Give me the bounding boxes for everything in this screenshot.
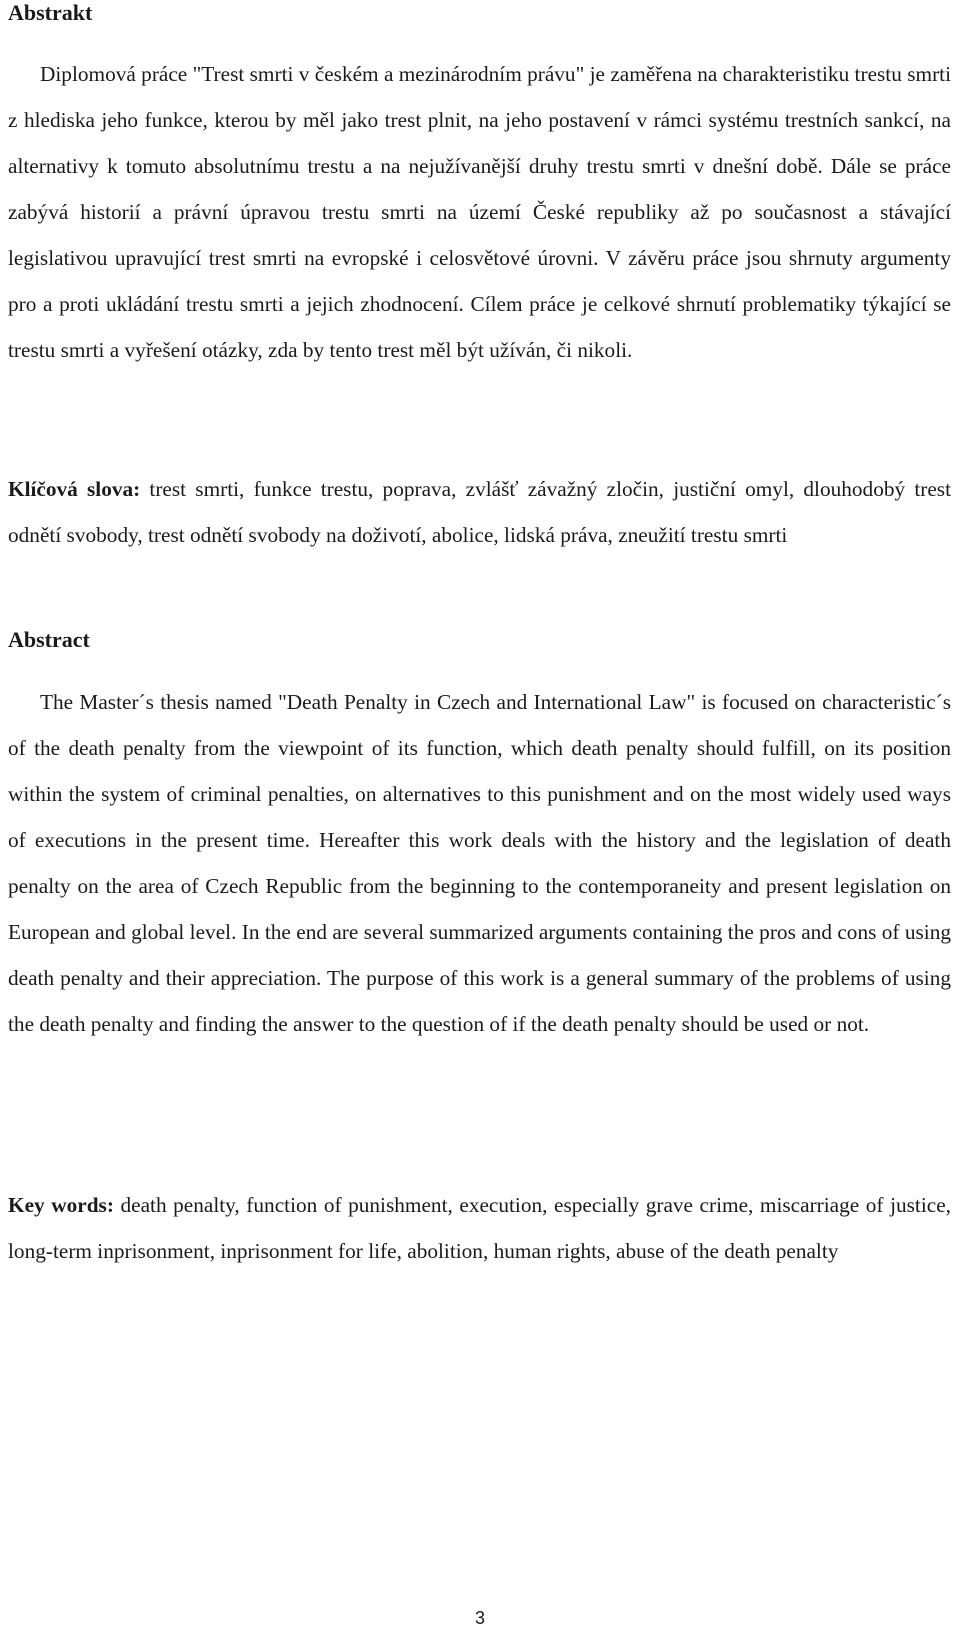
abstrakt-paragraph: Diplomová práce "Trest smrti v českém a mezinárodním právu" je zaměřena na charakteristiku trestu smrti z hlediska jeho funkce, kterou by měl jako trest plnit, na jeho postavení v rámci systému trestních sankcí, na alternativy k tomuto absolutnímu trestu a na nejužívanější druhy trestu smrti v dnešní době. Dále se práce zabývá historií a právní úpravou trestu smrti na území České republiky až po současnost a stávající legislativou upravující trest smrti na evropské i celosvětové úrovni. V závěru práce jsou shrnuty argumenty pro a proti ukládání trestu smrti a jejich zhodnocení. Cílem práce je celkové shrnutí problematiky týkající se trestu smrti a vyřešení otázky, zda by tento trest měl být užíván, či nikoli. (8, 62, 951, 362)
key-words-label: Key words: (8, 1193, 114, 1217)
klicova-slova-label: Klíčová slova: (8, 477, 141, 501)
abstrakt-heading: Abstrakt (8, 0, 93, 25)
key-words-paragraph (8, 1182, 951, 1274)
klicova-slova-paragraph (8, 466, 951, 558)
page-number: 3 (474, 1608, 485, 1628)
abstract-paragraph: The Master´s thesis named "Death Penalty in Czech and International Law" is focused on characteristic´s of the death penalty from the viewpoint of its function, which death penalty should fulfill, on its position within the system of criminal penalties, on alternatives to this punishment and on the most widely used ways of executions in the present time. Hereafter this work deals with the history and the legislation of death penalty on the area of Czech Republic from the beginning to the contemporaneity and present legislation on European and global level. In the end are several summarized arguments containing the pros and cons of using death penalty and their appreciation. The purpose of this work is a general summary of the problems of using the death penalty and finding the answer to the question of if the death penalty should be used or not. (8, 690, 951, 1036)
klicova-slova-text: trest smrti, funkce trestu, poprava, zvlášť závažný zločin, justiční omyl, dlouhodobý trest odnětí svobody, trest odnětí svobody na doživotí, abolice, lidská práva, zneužití trestu smrti (8, 477, 951, 547)
abstract-heading: Abstract (8, 627, 90, 652)
key-words-text: death penalty, function of punishment, execution, especially grave crime, miscarriage of justice, long-term inprisonment, inprisonment for life, abolition, human rights, abuse of the death penalty (8, 1193, 951, 1263)
